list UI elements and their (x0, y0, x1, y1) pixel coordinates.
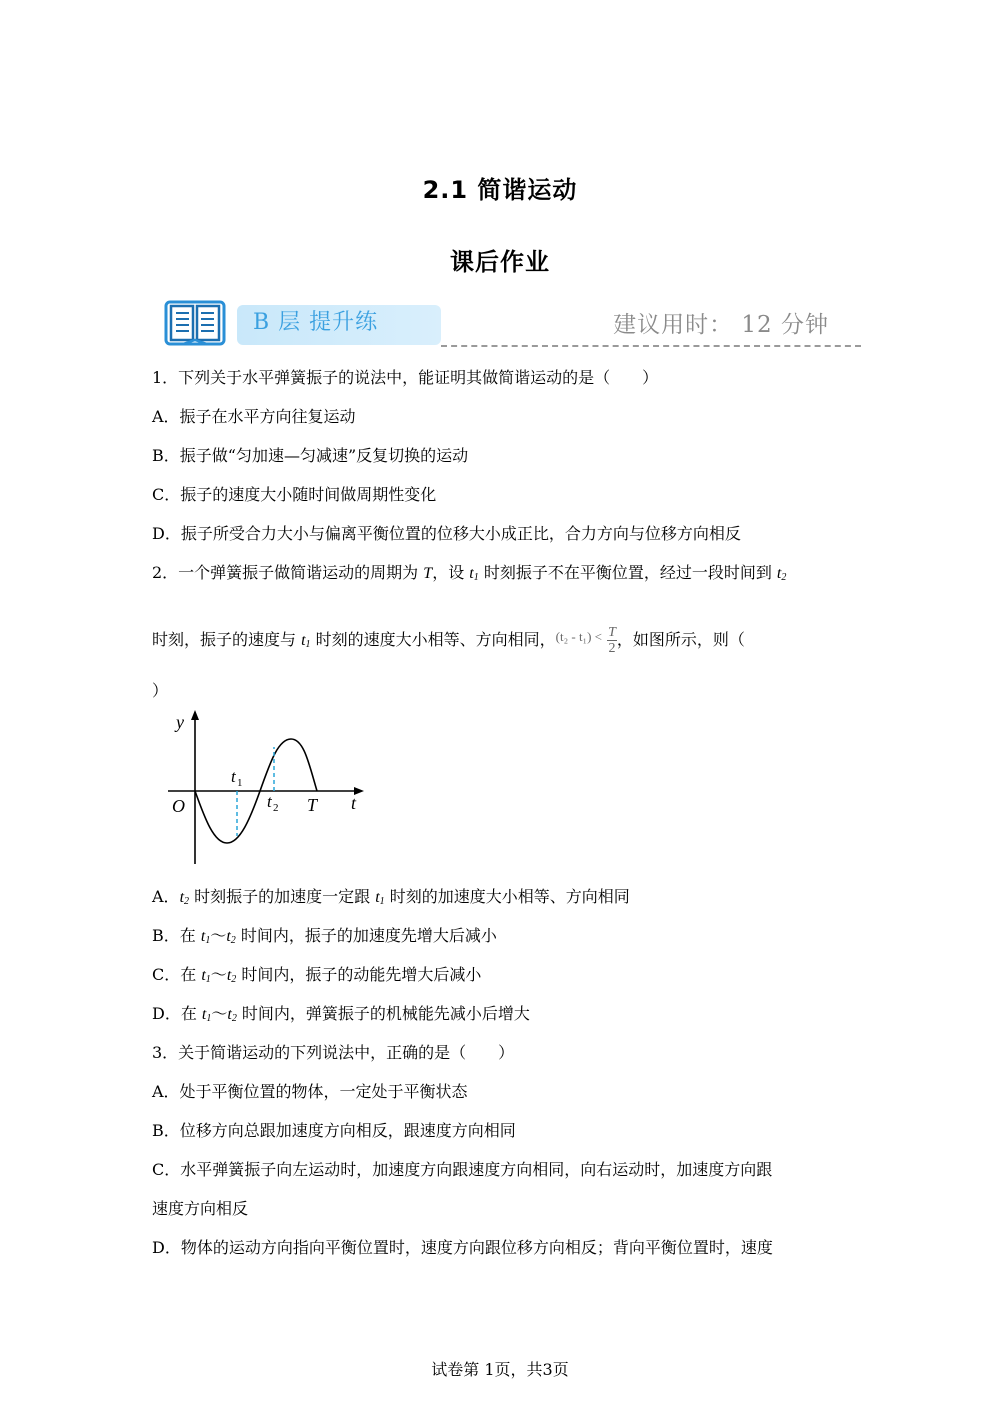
subscript: 2 (781, 572, 787, 583)
q2-stem-line-1 (152, 562, 786, 589)
dashed-divider (441, 345, 861, 347)
subscript: 1 (379, 896, 385, 907)
q2-text: ，设 (432, 563, 470, 582)
subscript: 1 (305, 639, 311, 650)
q3-option-c-line-1: C．水平弹簧振子向左运动时，加速度方向跟速度方向相同，向右运动时，加速度方向跟 (152, 1160, 773, 1179)
q3-option-a: A．处于平衡位置的物体，一定处于平衡状态 (152, 1082, 468, 1101)
t1-label: t (231, 767, 236, 786)
time-symbol: t (776, 565, 782, 582)
q2-text: 时间内，振子的动能先增大后减小 (236, 965, 482, 984)
origin-label: O (172, 796, 185, 816)
time-symbol: t (469, 565, 474, 582)
q3-option-d-line-1: D．物体的运动方向指向平衡位置时，速度方向跟位移方向相反；背向平衡位置时，速度 (152, 1238, 773, 1257)
book-icon (163, 296, 227, 350)
y-axis-arrow (191, 710, 199, 720)
subscript: 2 (230, 935, 236, 946)
q3-stem: 3．关于简谐运动的下列说法中，正确的是（ ） (152, 1043, 515, 1062)
period-symbol: T (423, 565, 433, 582)
suggested-time: 建议用时： 12 分钟 (613, 312, 829, 338)
q2-text: 时间内，弹簧振子的机械能先减小后增大 (236, 1004, 530, 1023)
time-symbol: t (227, 1006, 232, 1023)
fraction (607, 625, 617, 656)
option-prefix: A． (152, 887, 180, 906)
page-footer: 试卷第 1页，共3页 (431, 1360, 569, 1379)
time-symbol: t (201, 967, 206, 984)
oscillation-graph (160, 706, 370, 868)
q2-option-d (152, 1003, 530, 1030)
subscript: 1 (206, 1013, 212, 1024)
time-symbol: t (226, 967, 232, 984)
t2-label: t (267, 792, 272, 811)
q2-text: 时刻，振子的速度与 (152, 630, 302, 649)
q2-text: 时刻的速度大小相等、方向相同， (310, 630, 556, 649)
time-symbol: t (179, 889, 185, 906)
time-symbol: t (226, 928, 231, 945)
q1-stem: 1．下列关于水平弹簧振子的说法中，能证明其做简谐运动的是（ ） (152, 368, 659, 387)
q2-text: 2．一个弹簧振子做简谐运动的周期为 (152, 563, 424, 582)
q3-option-b: B．位移方向总跟加速度方向相反，跟速度方向相同 (152, 1121, 516, 1140)
subscript: 2 (231, 974, 237, 985)
page-title: 2.1 简谐运动 (422, 176, 578, 204)
q1-option-b: B．振子做“匀加速—匀减速”反复切换的运动 (152, 446, 469, 465)
t1-subscript: 1 (237, 777, 243, 789)
option-prefix: B．在 (152, 926, 201, 945)
q2-text: 时间内，振子的加速度先增大后减小 (235, 926, 497, 945)
time-symbol: t (200, 928, 206, 945)
q2-text: 时刻振子不在平衡位置，经过一段时间到 (478, 563, 777, 582)
q2-text: 时刻的加速度大小相等、方向相同 (384, 887, 630, 906)
q3-option-c-line-2: 速度方向相反 (152, 1199, 249, 1218)
page-subtitle: 课后作业 (450, 248, 550, 276)
q2-option-b (152, 925, 497, 952)
q2-option-a (152, 886, 630, 913)
level-label: B 层 提升练 (253, 310, 379, 335)
t2-subscript: 2 (273, 802, 279, 814)
subscript: 2 (231, 1013, 237, 1024)
q2-text: 时刻振子的加速度一定跟 (189, 887, 376, 906)
q2-stem-line-3: ） (152, 681, 169, 700)
q2-option-c (152, 964, 481, 991)
option-prefix: C．在 (152, 965, 202, 984)
period-label: T (307, 795, 318, 815)
inequality-expression: (t₂ - t₁) < (555, 629, 602, 644)
x-axis-label: t (351, 793, 357, 813)
y-axis-label: y (176, 712, 184, 732)
subscript: 2 (184, 896, 190, 907)
subscript: 1 (473, 572, 479, 583)
tilde: ～ (211, 1004, 228, 1023)
fraction-denominator: 2 (608, 641, 616, 656)
time-symbol: t (301, 632, 306, 649)
time-symbol: t (375, 889, 380, 906)
level-banner (163, 296, 867, 350)
q2-stem-line-2 (152, 620, 745, 662)
time-symbol: t (201, 1006, 207, 1023)
q1-option-c: C．振子的速度大小随时间做周期性变化 (152, 485, 437, 504)
tilde: ～ (210, 965, 227, 984)
option-prefix: D．在 (152, 1004, 202, 1023)
q2-text: ，如图所示，则（ (616, 630, 745, 649)
subscript: 1 (205, 974, 211, 985)
q1-option-a: A．振子在水平方向往复运动 (152, 407, 356, 426)
q1-option-d: D．振子所受合力大小与偏离平衡位置的位移大小成正比，合力方向与位移方向相反 (152, 524, 741, 543)
fraction-numerator: T (608, 625, 616, 640)
tilde: ～ (210, 926, 227, 945)
subscript: 1 (205, 935, 211, 946)
